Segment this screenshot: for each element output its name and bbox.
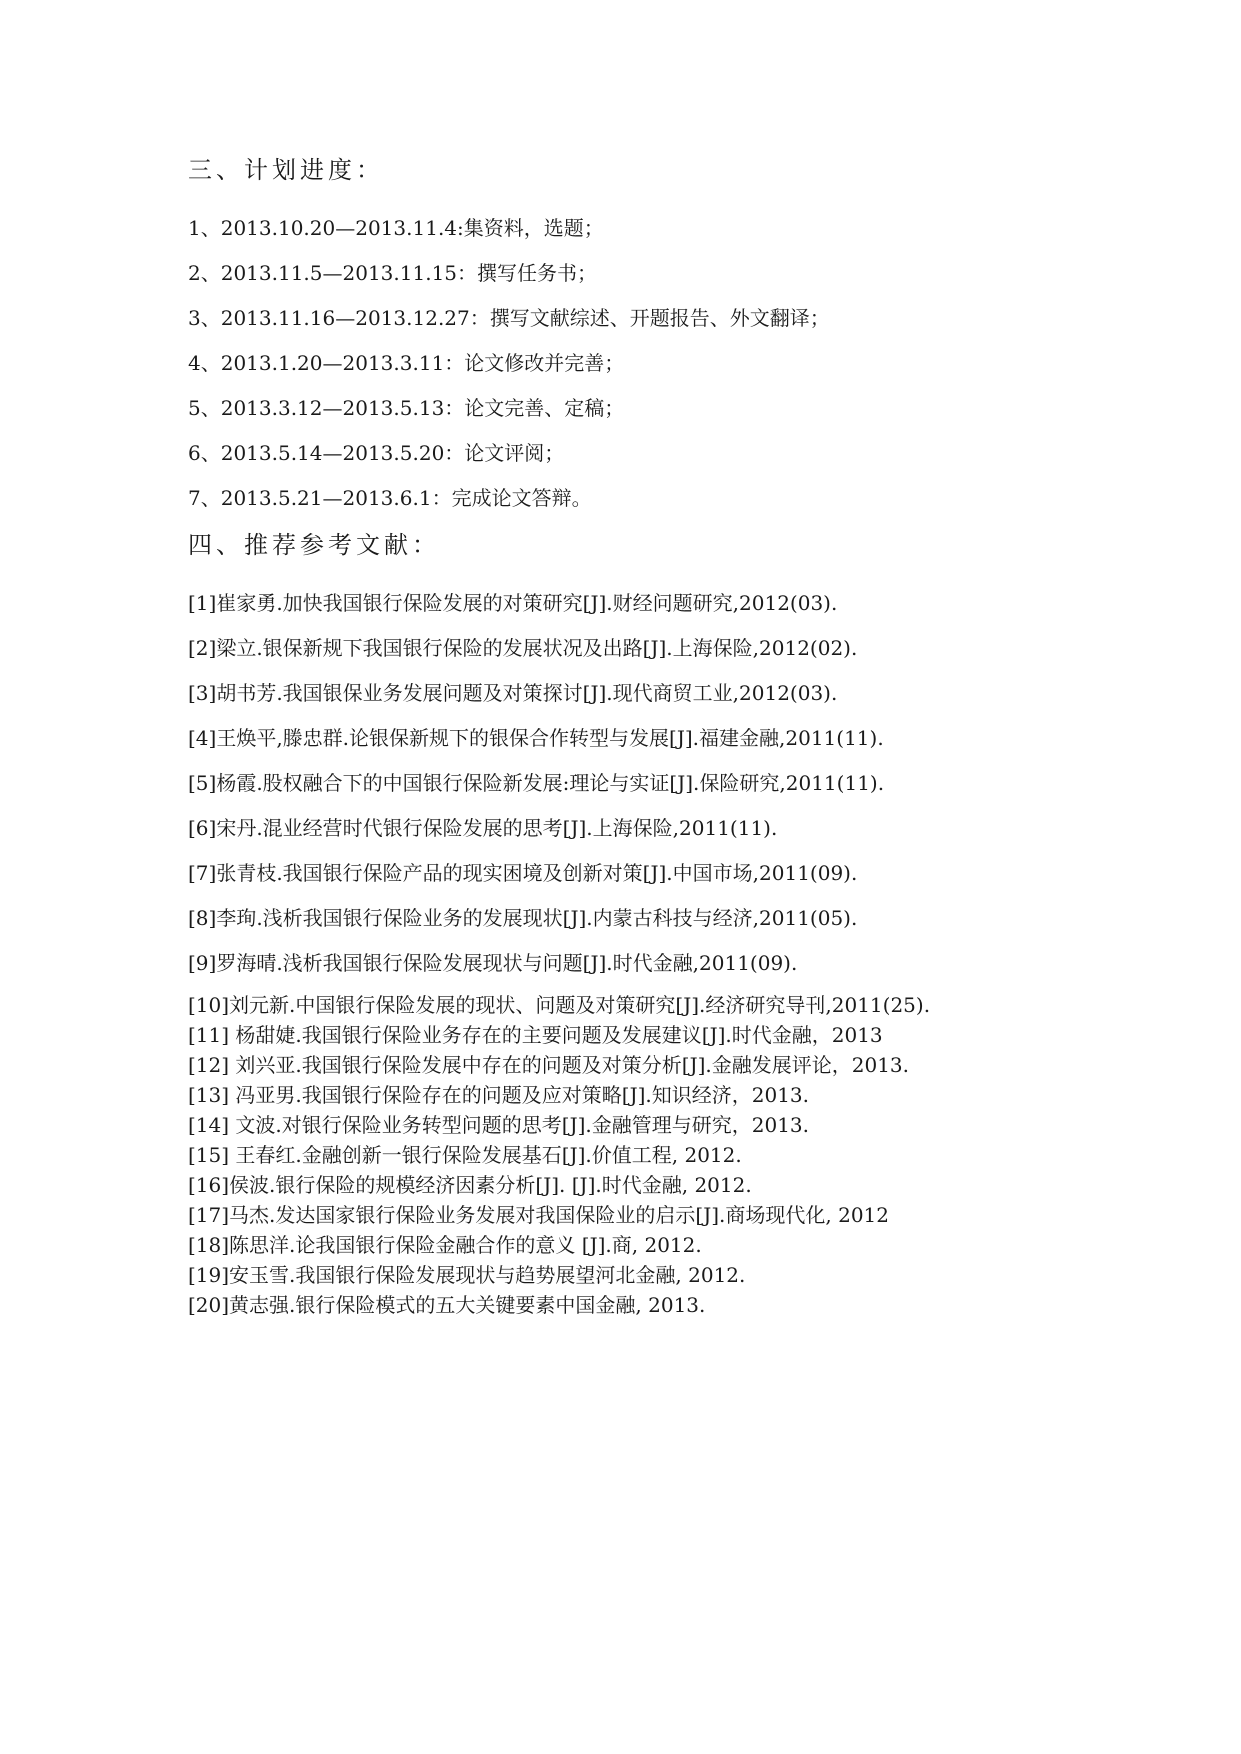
schedule-item: 2、2013.11.5—2013.11.15：撰写任务书； <box>188 261 598 285</box>
reference-item: [1]崔家勇.加快我国银行保险发展的对策研究[J].财经问题研究,2012(03). <box>188 591 838 615</box>
schedule-item: 7、2013.5.21—2013.6.1：完成论文答辩。 <box>188 486 592 510</box>
reference-item: [5]杨霞.股权融合下的中国银行保险新发展:理论与实证[J].保险研究,2011(11). <box>188 771 885 795</box>
reference-item: [15] 王春红.金融创新一银行保险发展基石[J].价值工程, 2012. <box>188 1143 742 1167</box>
reference-item: [8]李珣.浅析我国银行保险业务的发展现状[J].内蒙古科技与经济,2011(05). <box>188 906 858 930</box>
schedule-item: 1、2013.10.20—2013.11.4:集资料，选题； <box>188 216 604 240</box>
schedule-item: 5、2013.3.12—2013.5.13：论文完善、定稿； <box>188 396 625 420</box>
reference-item: [7]张青枝.我国银行保险产品的现实困境及创新对策[J].中国市场,2011(09). <box>188 861 858 885</box>
reference-item: [17]马杰.发达国家银行保险业务发展对我国保险业的启示[J].商场现代化, 2012 <box>188 1203 890 1227</box>
reference-item: [18]陈思洋.论我国银行保险金融合作的意义 [J].商, 2012. <box>188 1233 702 1257</box>
schedule-item: 6、2013.5.14—2013.5.20：论文评阅； <box>188 441 565 465</box>
reference-list-primary <box>188 585 1088 981</box>
reference-item: [19]安玉雪.我国银行保险发展现状与趋势展望河北金融, 2012. <box>188 1263 746 1287</box>
reference-item: [13] 冯亚男.我国银行保险存在的问题及应对策略[J].知识经济，2013. <box>188 1083 810 1107</box>
reference-list-secondary <box>188 990 1088 1320</box>
page-content <box>188 150 1088 1320</box>
schedule-item: 3、2013.11.16—2013.12.27：撰写文献综述、开题报告、外文翻译； <box>188 306 830 330</box>
reference-item: [12] 刘兴亚.我国银行保险发展中存在的问题及对策分析[J].金融发展评论，2013. <box>188 1053 910 1077</box>
reference-item: [11] 杨甜婕.我国银行保险业务存在的主要问题及发展建议[J].时代金融，2013 <box>188 1023 883 1047</box>
reference-item: [16]侯波.银行保险的规模经济因素分析[J]. [J].时代金融, 2012. <box>188 1173 752 1197</box>
section-heading-references: 四、推荐参考文献： <box>188 531 440 559</box>
reference-item: [14] 文波.对银行保险业务转型问题的思考[J].金融管理与研究，2013. <box>188 1113 810 1137</box>
reference-item: [3]胡书芳.我国银保业务发展问题及对策探讨[J].现代商贸工业,2012(03). <box>188 681 838 705</box>
schedule-item: 4、2013.1.20—2013.3.11：论文修改并完善； <box>188 351 625 375</box>
reference-item: [10]刘元新.中国银行保险发展的现状、问题及对策研究[J].经济研究导刊,2011(25). <box>188 993 931 1017</box>
section-heading-schedule: 三、计划进度： <box>188 156 384 184</box>
reference-item: [6]宋丹.混业经营时代银行保险发展的思考[J].上海保险,2011(11). <box>188 816 778 840</box>
reference-item: [20]黄志强.银行保险模式的五大关键要素中国金融, 2013. <box>188 1293 706 1317</box>
reference-item: [4]王焕平,滕忠群.论银保新规下的银保合作转型与发展[J].福建金融,2011(11). <box>188 726 884 750</box>
schedule-list <box>188 210 1088 516</box>
reference-item: [9]罗海晴.浅析我国银行保险发展现状与问题[J].时代金融,2011(09). <box>188 951 798 975</box>
reference-item: [2]梁立.银保新规下我国银行保险的发展状况及出路[J].上海保险,2012(02). <box>188 636 858 660</box>
